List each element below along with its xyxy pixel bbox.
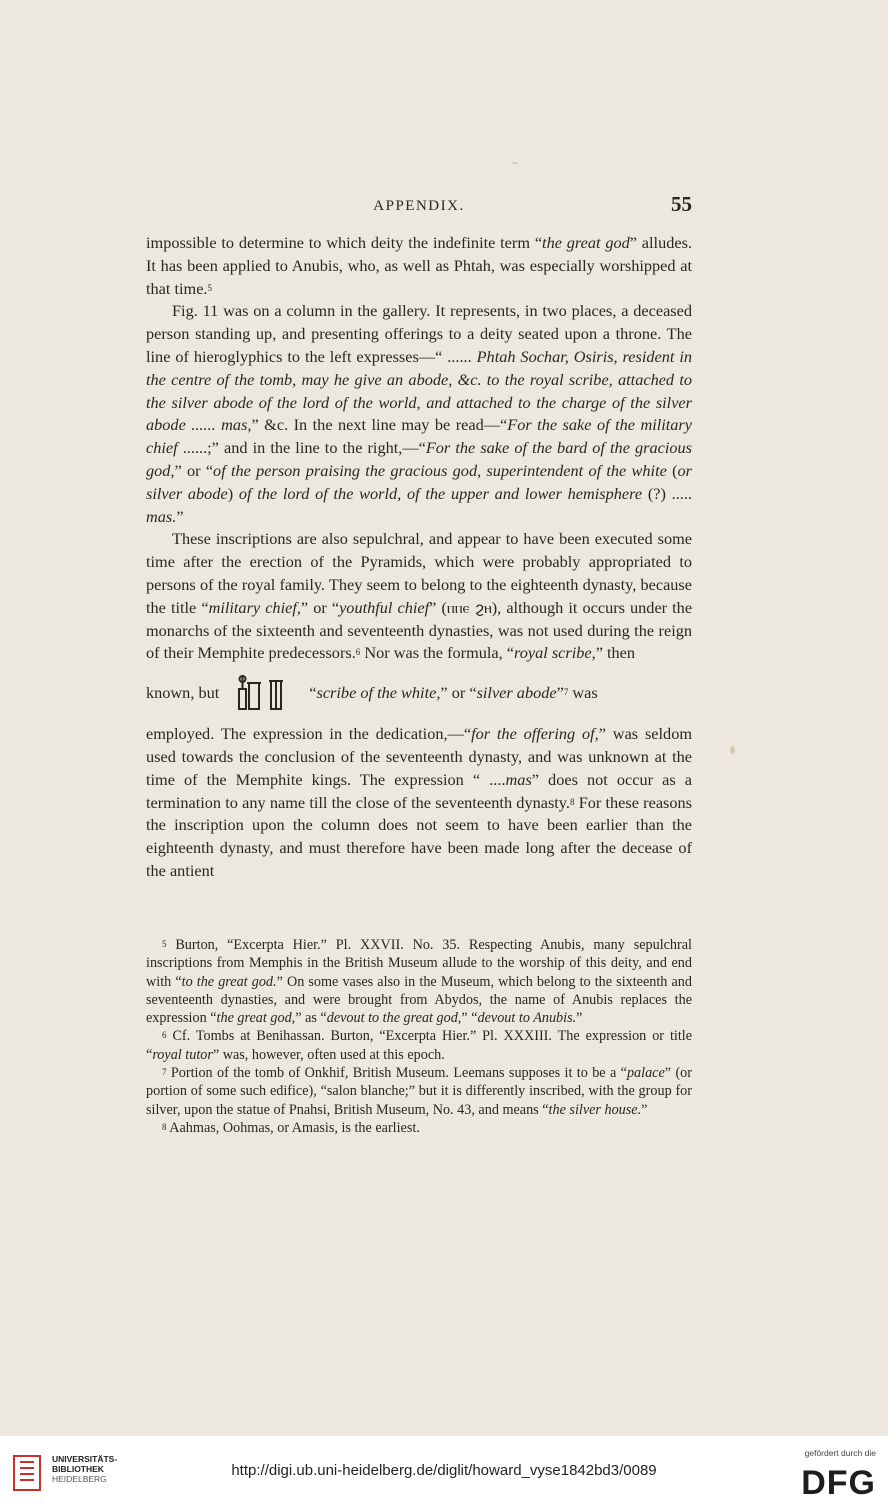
paragraph: These inscriptions are also sepulchral, and appear to have been executed some time after the erection of the Pyramids, which were probably appropriated to persons of the royal family. They seem to belong to the eighteenth dynasty, because the title “military chief,” or “youthful chief” (ⲡⲡⲉ ϩⲏ), although it occurs under the monarchs of the sixteenth and seventeenth dynasties, was not used during the reign of their Memphite predecessors.$^6$ Nor was the formula, “royal scribe,” then (146, 529, 693, 663)
footer-bar (0, 1436, 888, 1511)
footnote-5: $^5$ Burton, “Excerpta Hier.” Pl. XXVII. No. 35. Respecting Anubis, many sepulchral inscriptions from Memphis in the British Museum allude to the worship of this deity, and end with “to the great god.” On some vases also in the Museum, which belong to the sixteenth and seventeenth dynasties, and were brought from Abydos, the name of Anubis replaces the expression “the great god,” as “devout to the great god,” “devout to Anubis.” (146, 937, 692, 1027)
funding-note: gefördert durch die (804, 1448, 876, 1458)
page-number: 55 (671, 192, 692, 216)
running-head: APPENDIX. (373, 198, 465, 214)
library-name: UNIVERSITÄTS- BIBLIOTHEK HEIDELBERG (52, 1454, 118, 1484)
footnote-8: $^8$ Aahmas, Oohmas, or Amasis, is the earliest. (162, 1119, 420, 1136)
paragraph: impossible to determine to which deity the indefinite term “the great god” alludes. It has been applied to Anubis, who, as well as Phtah, was especially worshipped at that time.$^5$ (146, 233, 692, 298)
paragraph-continued: employed. The expression in the dedication,—“for the offering of,” was seldom used towards the conclusion of the seventeenth dynasty, and was unknown at the time of the Memphite kings. The expression “ ....mas” does not occur as a termination to any name till the close of the seventeenth dynasty.$^8$ For these reasons the inscription upon the column does not seem to have been earlier than the eighteenth dynasty, and must therefore have been made long after the decease of the antient (146, 724, 693, 880)
coptic-text: ⲡⲡⲉ ϩⲏ (446, 598, 492, 617)
paragraph: Fig. 11 was on a column in the gallery. It represents, in two places, a deceased person standing up, and presenting offerings to a deity seated upon a throne. The line of hieroglyphics to the left expresses—“ ...... Phtah Sochar, Osiris, resident in the centre of the tomb, may he give an abode, &c. to the royal scribe, attached to the silver abode of the lord of the world, and attached to the charge of the silver abode ...... mas,” &c. In the next line may be read—“For the sake of the military chief ......;” and in the line to the right,—“For the sake of the bard of the gracious god,” or “of the person praising the gracious god, superintendent of the white (or silver abode) of the lord of the world, of the upper and lower hemisphere (?) ..... mas.” (146, 301, 692, 526)
main-text (146, 232, 692, 883)
page-speck (730, 746, 735, 754)
dfg-logo[interactable]: DFG (801, 1464, 876, 1502)
hieroglyph-group-icon (233, 673, 295, 713)
page-speck (512, 162, 518, 164)
hieroglyph-line: known, but “scribe of the white,” or “silver abode”$^7$ was (146, 673, 692, 713)
source-url-link[interactable]: http://digi.ub.uni-heidelberg.de/diglit/howard_vyse1842bd3/0089 (231, 1462, 657, 1479)
page-header (146, 190, 692, 220)
footnote-7: $^7$ Portion of the tomb of Onkhif, British Museum. Leemans supposes it to be a “palace” (or portion of some such edifice), “salon blanche;” but it is differently inscribed, with the group for silver, upon the statue of Pnahsi, British Museum, No. 43, and means “the silver house.” (146, 1065, 692, 1118)
footnotes (146, 936, 692, 1137)
footnote-6: $^6$ Cf. Tombs at Benihassan. Burton, “Excerpta Hier.” Pl. XXXIII. The expression or title “royal tutor” was, however, often used at this epoch. (146, 1028, 693, 1063)
